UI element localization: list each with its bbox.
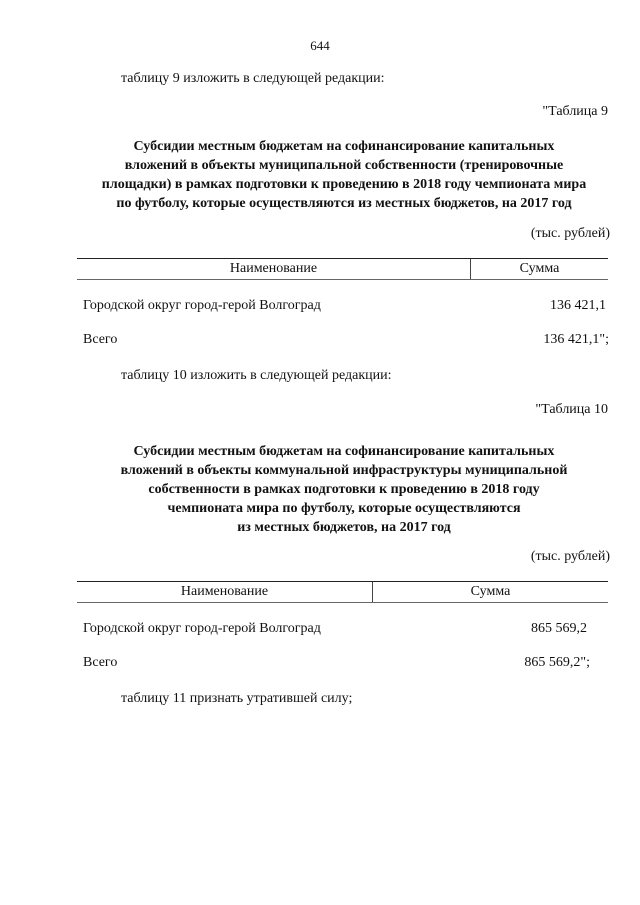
table-10-label: "Таблица 10	[535, 402, 608, 417]
table-9-label: "Таблица 9	[542, 104, 608, 119]
table-9-total-value: 136 421,1";	[543, 332, 609, 347]
table-10-total-label: Всего	[83, 655, 118, 670]
instruction-table-10: таблицу 10 изложить в следующей редакции:	[121, 368, 392, 383]
table-9-header-bottom-border	[77, 279, 608, 280]
table-10-title-line: собственности в рамках подготовки к проведению в 2018 году	[148, 482, 540, 497]
table-10-title-line: из местных бюджетов, на 2017 год	[237, 520, 451, 535]
page-number: 644	[310, 38, 330, 53]
table-9-total-label: Всего	[83, 332, 118, 347]
table-10-row-name: Городской округ город-герой Волгоград	[83, 621, 321, 636]
table-9-row-value: 136 421,1	[550, 298, 606, 313]
table-9-title-line: площадки) в рамках подготовки к проведению в 2018 году чемпионата мира	[101, 177, 587, 192]
table-9-header-name: Наименование	[229, 261, 318, 276]
table-10-title-line: вложений в объекты коммунальной инфраструктуры муниципальной	[120, 463, 568, 478]
table-10-title-line: чемпионата мира по футболу, которые осуществляются	[167, 501, 521, 516]
table-10-header-top-border	[77, 581, 608, 582]
table-9-title	[70, 137, 618, 213]
table-10-header-sum: Сумма	[470, 584, 511, 599]
table-9-title-line: по футболу, которые осуществляются из местных бюджетов, на 2017 год	[116, 196, 572, 211]
table-10-title	[70, 442, 618, 537]
table-9-title-line: вложений в объекты муниципальной собственности (тренировочные	[124, 158, 564, 173]
table-10-units: (тыс. рублей)	[530, 549, 610, 564]
table-10-row-value: 865 569,2	[531, 621, 587, 636]
table-9-header-sum: Сумма	[519, 261, 560, 276]
table-10-header-bottom-border	[77, 602, 608, 603]
table-10-title-line: Субсидии местным бюджетам на софинансирование капитальных	[133, 444, 555, 459]
table-10-total-value: 865 569,2";	[524, 655, 590, 670]
table-10-header-name: Наименование	[180, 584, 269, 599]
table-9-title-line: Субсидии местным бюджетам на софинансирование капитальных	[133, 139, 555, 154]
table-9-units: (тыс. рублей)	[530, 226, 610, 241]
table-9-row-name: Городской округ город-герой Волгоград	[83, 298, 321, 313]
instruction-table-11: таблицу 11 признать утратившей силу;	[121, 691, 353, 706]
table-9-header-top-border	[77, 258, 608, 259]
instruction-table-9: таблицу 9 изложить в следующей редакции:	[121, 71, 385, 86]
